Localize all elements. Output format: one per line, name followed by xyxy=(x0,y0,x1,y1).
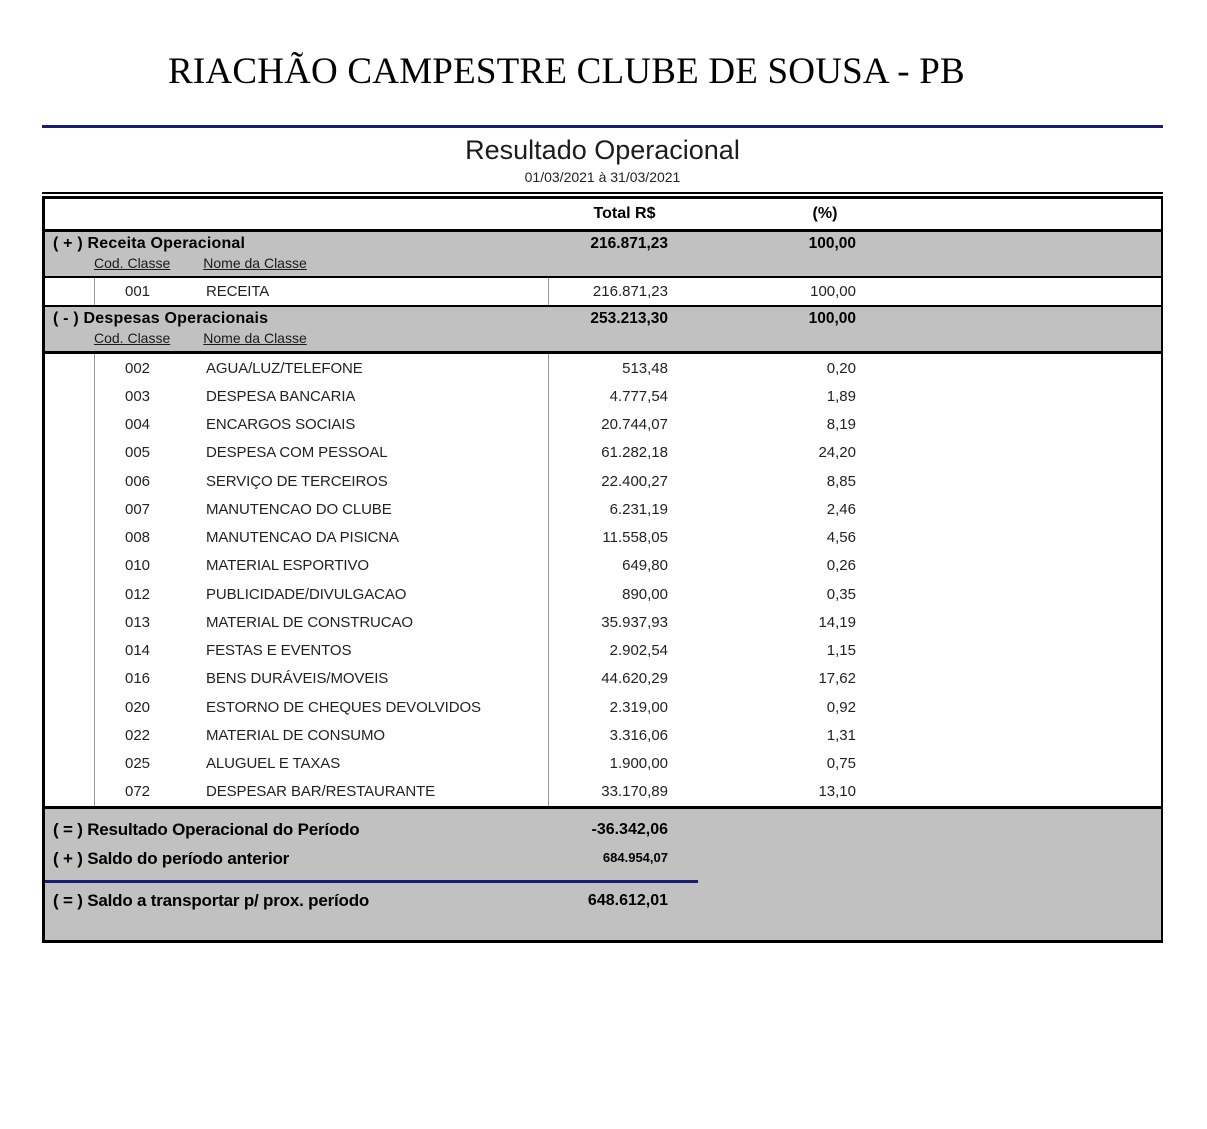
revenue-section-total: 216.871,23 xyxy=(590,235,668,252)
expense-section-header xyxy=(45,307,1161,354)
row-name: PUBLICIDADE/DIVULGACAO xyxy=(180,580,549,608)
table-header-row xyxy=(45,199,1161,232)
row-total: 649,80 xyxy=(622,557,668,575)
row-left-spacer xyxy=(45,721,95,749)
row-percent: 4,56 xyxy=(826,529,856,547)
row-name: MATERIAL DE CONSUMO xyxy=(180,721,549,749)
summary-result-label: ( = ) Resultado Operacional do Período xyxy=(53,819,360,839)
summary-previous-value: 684.954,07 xyxy=(602,850,668,865)
row-left-spacer xyxy=(45,382,95,410)
subheader-code: Cod. Classe xyxy=(94,330,171,346)
summary-result-row xyxy=(45,817,1161,842)
title-divider-rule xyxy=(42,125,1163,128)
summary-result-value: -36.342,06 xyxy=(591,820,668,838)
column-header-percent: (%) xyxy=(812,205,838,222)
row-total: 2.319,00 xyxy=(609,698,668,716)
row-total: 216.871,23 xyxy=(592,283,668,300)
summary-divider-rule xyxy=(45,880,698,883)
row-left-spacer xyxy=(45,693,95,721)
row-name: ESTORNO DE CHEQUES DEVOLVIDOS xyxy=(180,693,549,721)
table-row xyxy=(45,552,1161,580)
expense-rows xyxy=(45,354,1161,809)
row-left-spacer xyxy=(45,278,95,305)
row-percent: 2,46 xyxy=(826,500,856,518)
summary-previous-row xyxy=(45,849,1161,879)
row-total: 4.777,54 xyxy=(609,387,668,405)
row-code: 016 xyxy=(124,670,151,688)
row-left-spacer xyxy=(45,524,95,552)
row-left-spacer xyxy=(45,439,95,467)
summary-previous-label: ( + ) Saldo do período anterior xyxy=(53,849,290,868)
report-page xyxy=(0,50,1163,943)
table-row xyxy=(45,439,1161,467)
table-row xyxy=(45,608,1161,636)
row-left-spacer xyxy=(45,580,95,608)
row-left-spacer xyxy=(45,637,95,665)
row-percent: 0,92 xyxy=(826,698,856,716)
row-name: ALUGUEL E TAXAS xyxy=(180,750,549,778)
row-code: 003 xyxy=(124,387,151,405)
row-left-spacer xyxy=(45,608,95,636)
row-left-spacer xyxy=(45,778,95,806)
row-percent: 0,20 xyxy=(826,359,856,377)
row-total: 33.170,89 xyxy=(601,783,668,801)
report-title: Resultado Operacional xyxy=(465,135,740,165)
table-row xyxy=(45,495,1161,523)
table-row xyxy=(45,778,1161,806)
table-row xyxy=(45,467,1161,495)
row-code: 020 xyxy=(124,698,151,716)
row-total: 2.902,54 xyxy=(609,642,668,660)
row-total: 3.316,06 xyxy=(609,726,668,744)
row-percent: 0,35 xyxy=(826,585,856,603)
report-period: 01/03/2021 à 31/03/2021 xyxy=(524,169,681,185)
row-percent: 17,62 xyxy=(818,670,856,688)
page-title: RIACHÃO CAMPESTRE CLUBE DE SOUSA - PB xyxy=(168,51,965,92)
expense-section-percent: 100,00 xyxy=(808,310,856,327)
column-header-total: Total R$ xyxy=(593,205,656,222)
row-total: 35.937,93 xyxy=(601,613,668,631)
row-name: RECEITA xyxy=(180,278,549,305)
report-table xyxy=(42,196,1163,943)
table-row xyxy=(45,278,1161,305)
table-row xyxy=(45,693,1161,721)
row-percent: 1,89 xyxy=(826,387,856,405)
row-left-spacer xyxy=(45,750,95,778)
row-percent: 13,10 xyxy=(818,783,856,801)
row-code: 022 xyxy=(124,726,151,744)
row-code: 002 xyxy=(124,359,151,377)
row-name: ENCARGOS SOCIAIS xyxy=(180,411,549,439)
row-total: 22.400,27 xyxy=(601,472,668,490)
subheader-name: Nome da Classe xyxy=(203,255,307,271)
row-name: DESPESA BANCARIA xyxy=(180,382,549,410)
table-row xyxy=(45,580,1161,608)
row-total: 1.900,00 xyxy=(609,755,668,773)
row-left-spacer xyxy=(45,354,95,382)
row-total: 61.282,18 xyxy=(601,444,668,462)
table-row xyxy=(45,524,1161,552)
row-code: 001 xyxy=(124,283,151,300)
row-left-spacer xyxy=(45,665,95,693)
row-percent: 0,26 xyxy=(826,557,856,575)
summary-section xyxy=(45,809,1161,940)
row-total: 20.744,07 xyxy=(601,416,668,434)
subheader-name: Nome da Classe xyxy=(203,330,307,346)
revenue-rows xyxy=(45,278,1161,307)
summary-carry-row xyxy=(45,888,1161,914)
row-name: SERVIÇO DE TERCEIROS xyxy=(180,467,549,495)
row-name: MANUTENCAO DA PISICNA xyxy=(180,524,549,552)
table-row xyxy=(45,665,1161,693)
table-row xyxy=(45,411,1161,439)
table-row xyxy=(45,382,1161,410)
row-name: DESPESA COM PESSOAL xyxy=(180,439,549,467)
row-left-spacer xyxy=(45,495,95,523)
revenue-section-label: ( + ) Receita Operacional xyxy=(53,235,246,252)
row-percent: 100,00 xyxy=(810,283,856,300)
row-percent: 8,85 xyxy=(826,472,856,490)
row-percent: 0,75 xyxy=(826,755,856,773)
table-row xyxy=(45,354,1161,382)
row-left-spacer xyxy=(45,467,95,495)
row-total: 44.620,29 xyxy=(601,670,668,688)
row-code: 010 xyxy=(124,557,151,575)
row-code: 014 xyxy=(124,642,151,660)
expense-subheaders xyxy=(94,330,1161,346)
summary-carry-label: ( = ) Saldo a transportar p/ prox. período xyxy=(53,891,370,910)
row-percent: 1,15 xyxy=(826,642,856,660)
row-code: 072 xyxy=(124,783,151,801)
row-percent: 1,31 xyxy=(826,726,856,744)
subheader-code: Cod. Classe xyxy=(94,255,171,271)
row-code: 013 xyxy=(124,613,151,631)
table-row xyxy=(45,637,1161,665)
row-code: 008 xyxy=(124,529,151,547)
row-name: MANUTENCAO DO CLUBE xyxy=(180,495,549,523)
revenue-section-header xyxy=(45,232,1161,278)
row-code: 007 xyxy=(124,500,151,518)
expense-section-total: 253.213,30 xyxy=(590,310,668,327)
summary-carry-value: 648.612,01 xyxy=(587,892,668,909)
row-name: MATERIAL DE CONSTRUCAO xyxy=(180,608,549,636)
table-row xyxy=(45,750,1161,778)
row-code: 025 xyxy=(124,755,151,773)
row-name: MATERIAL ESPORTIVO xyxy=(180,552,549,580)
revenue-subheaders xyxy=(94,255,1161,271)
row-name: BENS DURÁVEIS/MOVEIS xyxy=(180,665,549,693)
table-top-rule xyxy=(42,192,1163,194)
row-name: AGUA/LUZ/TELEFONE xyxy=(180,354,549,382)
row-name: DESPESAR BAR/RESTAURANTE xyxy=(180,778,549,806)
row-code: 005 xyxy=(124,444,151,462)
row-code: 004 xyxy=(124,416,151,434)
row-left-spacer xyxy=(45,411,95,439)
row-code: 006 xyxy=(124,472,151,490)
row-percent: 14,19 xyxy=(818,613,856,631)
expense-section-label: ( - ) Despesas Operacionais xyxy=(53,310,269,327)
row-total: 11.558,05 xyxy=(602,529,668,547)
row-percent: 24,20 xyxy=(818,444,856,462)
row-code: 012 xyxy=(124,585,151,603)
row-total: 513,48 xyxy=(622,359,668,377)
table-row xyxy=(45,721,1161,749)
revenue-section-percent: 100,00 xyxy=(808,235,856,252)
row-total: 890,00 xyxy=(622,585,668,603)
row-name: FESTAS E EVENTOS xyxy=(180,637,549,665)
row-total: 6.231,19 xyxy=(609,500,668,518)
row-percent: 8,19 xyxy=(826,416,856,434)
row-left-spacer xyxy=(45,552,95,580)
